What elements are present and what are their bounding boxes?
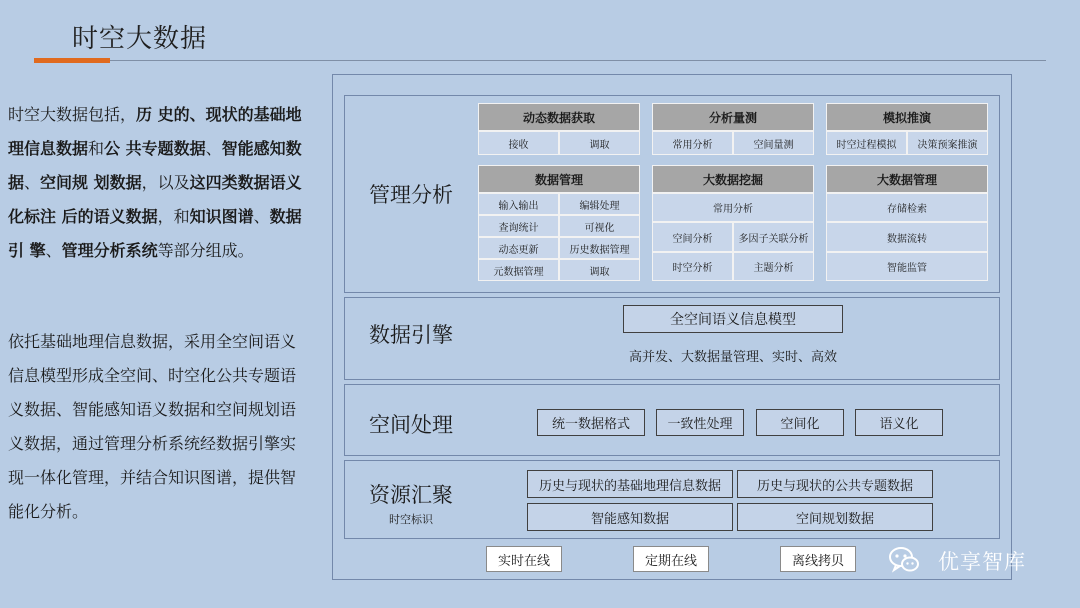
module-cell: 接收 [478,131,559,155]
mode-periodic-online: 定期在线 [633,546,709,572]
module-cell: 调取 [559,259,640,281]
module-cell: 时空分析 [652,252,733,281]
module-cell: 空间分析 [652,222,733,252]
emphasis-text: 这四类数据语义化标注 后的语义数据 [8,173,302,226]
body-text: 和 [88,139,105,158]
module-cell: 编辑处理 [559,193,640,215]
resource-item: 历史与现状的基础地理信息数据 [527,470,733,498]
semantic-model-box: 全空间语义信息模型 [623,305,843,333]
emphasis-text: 空间规 划数据 [40,173,142,192]
module-header-data-management: 数据管理 [478,165,640,193]
layer-label-spatial: 空间处理 [369,413,453,437]
spatial-item: 语义化 [855,409,943,436]
emphasis-text: 数据引 擎 [8,207,302,260]
mode-realtime-online: 实时在线 [486,546,562,572]
spatial-item: 空间化 [756,409,844,436]
emphasis-text: 智能感知数据 [8,139,302,192]
body-text: 、 [205,139,222,158]
module-header-simulation: 模拟推演 [826,103,988,131]
body-text: 时空大数据包括， [8,105,137,124]
emphasis-text: 公 共专题数据 [104,139,206,158]
module-cell: 存储检索 [826,193,988,222]
resource-item: 空间规划数据 [737,503,933,531]
time-space-identifier-label: 时空标识 [389,513,433,526]
module-cell: 调取 [559,131,640,155]
body-text: 等部分组成。 [157,241,254,260]
layer-label-engine: 数据引擎 [369,323,453,347]
module-cell: 常用分析 [652,193,814,222]
module-cell: 可视化 [559,215,640,237]
intro-paragraph [8,98,304,268]
module-cell: 历史数据管理 [559,237,640,259]
module-cell: 空间量测 [733,131,814,155]
description-paragraph: 依托基础地理信息数据，采用全空间语义信息模型形成全空间、时空化公共专题语义数据、智能感知语义数据和空间规划语义数据，通过管理分析系统经数据引擎实现一体化管理，并结合知识图谱，提供智能化分析。 [8,332,297,521]
resource-item: 历史与现状的公共专题数据 [737,470,933,498]
body-text: ，和 [157,207,190,226]
module-cell: 常用分析 [652,131,733,155]
mode-offline-copy: 离线拷贝 [780,546,856,572]
body-text: 、 [253,207,270,226]
module-cell: 查询统计 [478,215,559,237]
module-cell: 元数据管理 [478,259,559,281]
body-text: 、 [45,241,62,260]
watermark-text: 优享智库 [938,550,1026,574]
wechat-icon [888,544,920,576]
title-divider [34,60,1046,61]
emphasis-text: 历 史的、现状的基础地理信息数据 [8,105,302,158]
module-cell: 智能监管 [826,252,988,281]
resource-item: 智能感知数据 [527,503,733,531]
module-cell: 数据流转 [826,222,988,252]
engine-features: 高并发、大数据量管理、实时、高效 [628,350,837,365]
module-header-acquisition: 动态数据获取 [478,103,640,131]
spatial-item: 一致性处理 [656,409,744,436]
module-cell: 动态更新 [478,237,559,259]
body-text: 、 [24,173,41,192]
module-cell: 多因子关联分析 [733,222,814,252]
layer-label-management: 管理分析 [369,183,453,207]
module-cell: 输入输出 [478,193,559,215]
layer-label-resources: 资源汇聚 [369,483,453,507]
page-title: 时空大数据 [72,24,208,54]
body-text: ，以及 [141,173,190,192]
module-cell: 主题分析 [733,252,814,281]
emphasis-text: 知识图谱 [189,207,254,226]
module-header-mining: 大数据挖掘 [652,165,814,193]
emphasis-text: 管理分析系统 [61,241,158,260]
module-header-bigdata-management: 大数据管理 [826,165,988,193]
module-cell: 决策预案推演 [907,131,988,155]
module-header-measurement: 分析量测 [652,103,814,131]
title-accent-bar [34,58,110,63]
module-cell: 时空过程模拟 [826,131,907,155]
spatial-item: 统一数据格式 [537,409,645,436]
